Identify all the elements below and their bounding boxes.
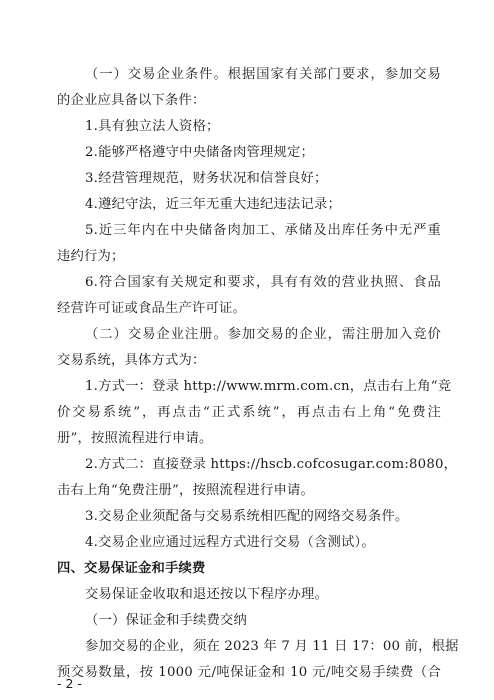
text-line: 预交易数量，按 1000 元/吨保证金和 10 元/吨交易手续费（合 [57,665,441,680]
condition-item-3: 3.经营管理规范，财务状况和信誉良好； [85,171,328,186]
paragraph-conditions-heading: （一）交易企业条件。根据国家有关部门要求，参加交易 [85,67,441,82]
registration-method-1: 1.方式一：登录 http://www.mrm.com.cn，点击右上角“竞 [85,379,452,394]
text-line: 交易保证金收取和退还按以下程序办理。 [85,587,328,602]
text-line: 的企业应具备以下条件： [57,93,206,108]
condition-item-2: 2.能够严格遵守中央储备肉管理规定； [85,145,315,160]
registration-item-4: 4.交易企业应通过远程方式进行交易（含测试）。 [85,535,375,550]
registration-item-3: 3.交易企业须配备与交易系统相匹配的网络交易条件。 [85,509,409,524]
condition-item-4: 4.遵纪守法，近三年无重大违纪违法记录； [85,197,342,212]
condition-item-6: 6.符合国家有关规定和要求，具有有效的营业执照、食品 [85,275,441,290]
text-line: 击右上角“免费注册”，按照流程进行申请。 [57,483,314,498]
page-number: - 2 - [57,676,82,691]
text-line: 参加交易的企业，须在 2023 年 7 月 11 日 17：00 前，根据 [85,639,459,654]
text-line: 违约行为； [57,249,125,264]
condition-item-5: 5.近三年内在中央储备肉加工、承储及出库任务中无严重 [85,223,441,238]
section-heading-deposit-fees: 四、交易保证金和手续费 [57,561,206,576]
text-line: 交易系统，具体方式为： [57,353,206,368]
registration-method-2: 2.方式二：直接登录 https://hscb.cofcosugar.com:8080， [85,457,458,472]
paragraph-registration-heading: （二）交易企业注册。参加交易的企业，需注册加入竞价 [85,327,441,342]
condition-item-1: 1.具有独立法人资格； [85,119,220,134]
subsection-heading-deposit-payment: （一）保证金和手续费交纳 [85,613,247,628]
text-line: 经营许可证或食品生产许可证。 [57,301,246,316]
text-line: 价交易系统”，再点击“正式系统”，再点击右上角“免费注 [57,405,441,420]
text-line: 册”，按照流程进行申请。 [57,431,213,446]
